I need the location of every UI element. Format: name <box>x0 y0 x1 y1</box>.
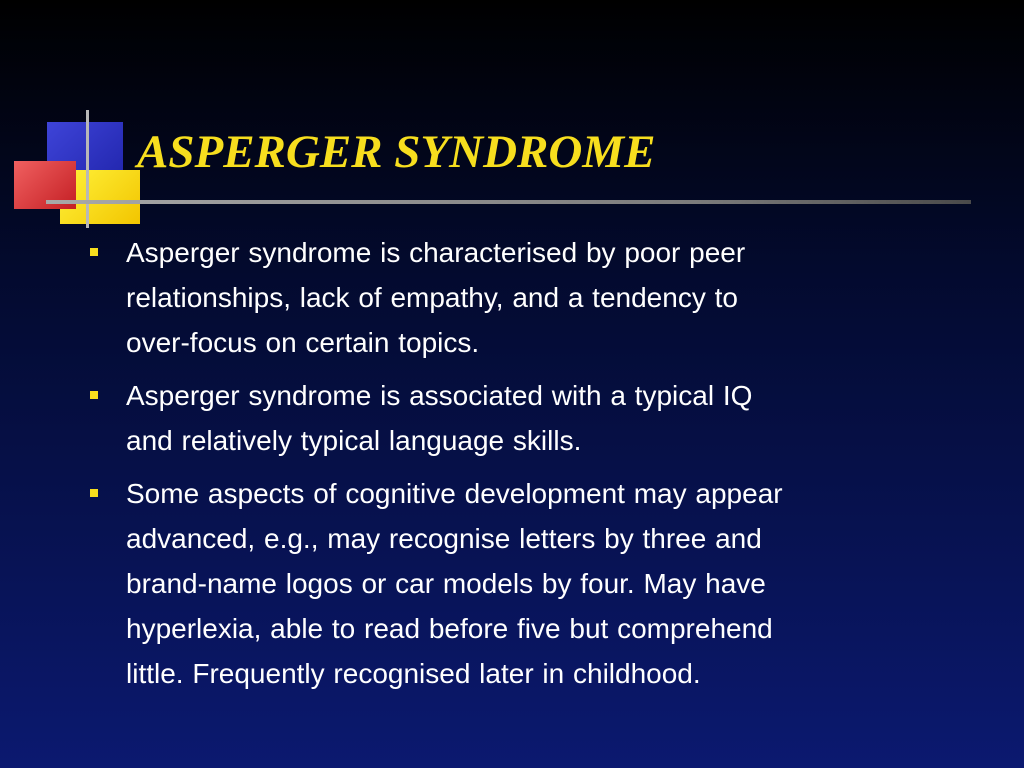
bullet-text: Asperger syndrome is characterised by poor peer relationships, lack of empathy, and a tendency to over-focus on certain topics. <box>126 237 746 358</box>
slide-title: ASPERGER SYNDROME <box>137 126 656 178</box>
bullet-item <box>90 471 930 696</box>
vertical-divider-line <box>86 110 89 228</box>
bullet-item <box>90 230 930 365</box>
square-bullet-icon <box>90 489 98 497</box>
title-underline-rule <box>46 200 971 204</box>
bullet-item <box>90 373 930 463</box>
bullet-text: Some aspects of cognitive development may appear advanced, e.g., may recognise letters by three and brand-name logos or car models by four. May have hyperlexia, able to read before five but comprehend little. Frequently recognised later in childhood. <box>126 478 783 689</box>
square-bullet-icon <box>90 391 98 399</box>
square-bullet-icon <box>90 248 98 256</box>
bullet-text: Asperger syndrome is associated with a typical IQ and relatively typical language skills. <box>126 380 753 456</box>
bullet-list <box>90 230 930 704</box>
